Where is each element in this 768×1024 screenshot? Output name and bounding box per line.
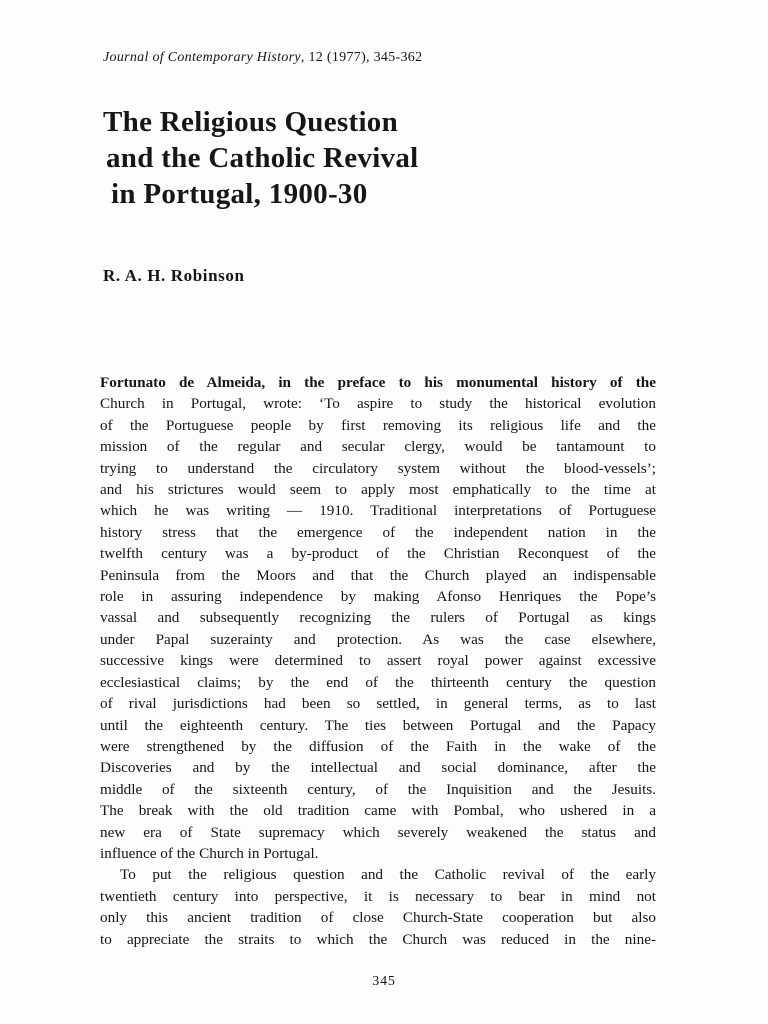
text-line: middle of the sixteenth century, of the Inquisition and the Jesuits. bbox=[100, 780, 656, 798]
article-body bbox=[100, 372, 656, 950]
text-line: only this ancient tradition of close Church-State cooperation but also bbox=[100, 909, 656, 927]
text-line: influence of the Church in Portugal. bbox=[100, 844, 319, 862]
text-line: to appreciate the straits to which the Church was reduced in the nine- bbox=[100, 930, 656, 948]
text-line: role in assuring independence by making Afonso Henriques the Pope’s bbox=[100, 588, 656, 606]
article-title bbox=[103, 104, 523, 212]
text-line: new era of State supremacy which severely weakened the status and bbox=[100, 823, 656, 841]
text-line: Church in Portugal, wrote: ‘To aspire to study the historical evolution bbox=[100, 395, 656, 413]
text-line: which he was writing — 1910. Traditional interpretations of Portuguese bbox=[100, 502, 656, 520]
volume-info: , 12 (1977), 345-362 bbox=[300, 50, 423, 65]
text-line: successive kings were determined to assert royal power against excessive bbox=[100, 652, 656, 670]
text-line: The break with the old tradition came with Pombal, who ushered in a bbox=[100, 802, 656, 820]
text-line: Fortunato de Almeida, in the preface to his monumental history of the bbox=[100, 374, 656, 391]
text-line: twentieth century into perspective, it is necessary to bear in mind not bbox=[100, 887, 656, 905]
text-line: until the eighteenth century. The ties between Portugal and the Papacy bbox=[100, 716, 656, 734]
text-line: mission of the regular and secular clergy, would be tantamount to bbox=[100, 438, 656, 456]
paragraph bbox=[100, 372, 656, 864]
text-line: trying to understand the circulatory system without the blood-vessels’; bbox=[100, 459, 656, 477]
title-line: in Portugal, 1900-30 bbox=[111, 178, 368, 210]
text-line: under Papal suzerainty and protection. As was the case elsewhere, bbox=[100, 630, 656, 648]
text-line: of rival jurisdictions had been so settled, in general terms, as to last bbox=[100, 695, 656, 713]
text-line: Discoveries and by the intellectual and social dominance, after the bbox=[100, 759, 656, 777]
journal-citation bbox=[103, 50, 422, 66]
title-line: The Religious Question bbox=[103, 106, 399, 138]
text-line: of the Portuguese people by first removing its religious life and the bbox=[100, 416, 656, 434]
text-line: To put the religious question and the Catholic revival of the early bbox=[120, 866, 656, 884]
text-line: vassal and subsequently recognizing the rulers of Portugal as kings bbox=[100, 609, 656, 627]
page-number: 345 bbox=[372, 974, 396, 989]
text-line: Peninsula from the Moors and that the Church played an indispensable bbox=[100, 566, 656, 584]
title-line: and the Catholic Revival bbox=[106, 142, 419, 174]
journal-name: Journal of Contemporary History bbox=[103, 50, 301, 65]
paragraph bbox=[100, 864, 656, 950]
text-line: history stress that the emergence of the independent nation in the bbox=[100, 523, 656, 541]
author-name: R. A. H. Robinson bbox=[103, 266, 245, 285]
text-line: were strengthened by the diffusion of the Faith in the wake of the bbox=[100, 737, 656, 755]
text-line: twelfth century was a by-product of the Christian Reconquest of the bbox=[100, 545, 656, 563]
text-line: and his strictures would seem to apply most emphatically to the time at bbox=[100, 481, 656, 499]
text-line: ecclesiastical claims; by the end of the thirteenth century the question bbox=[100, 673, 656, 691]
